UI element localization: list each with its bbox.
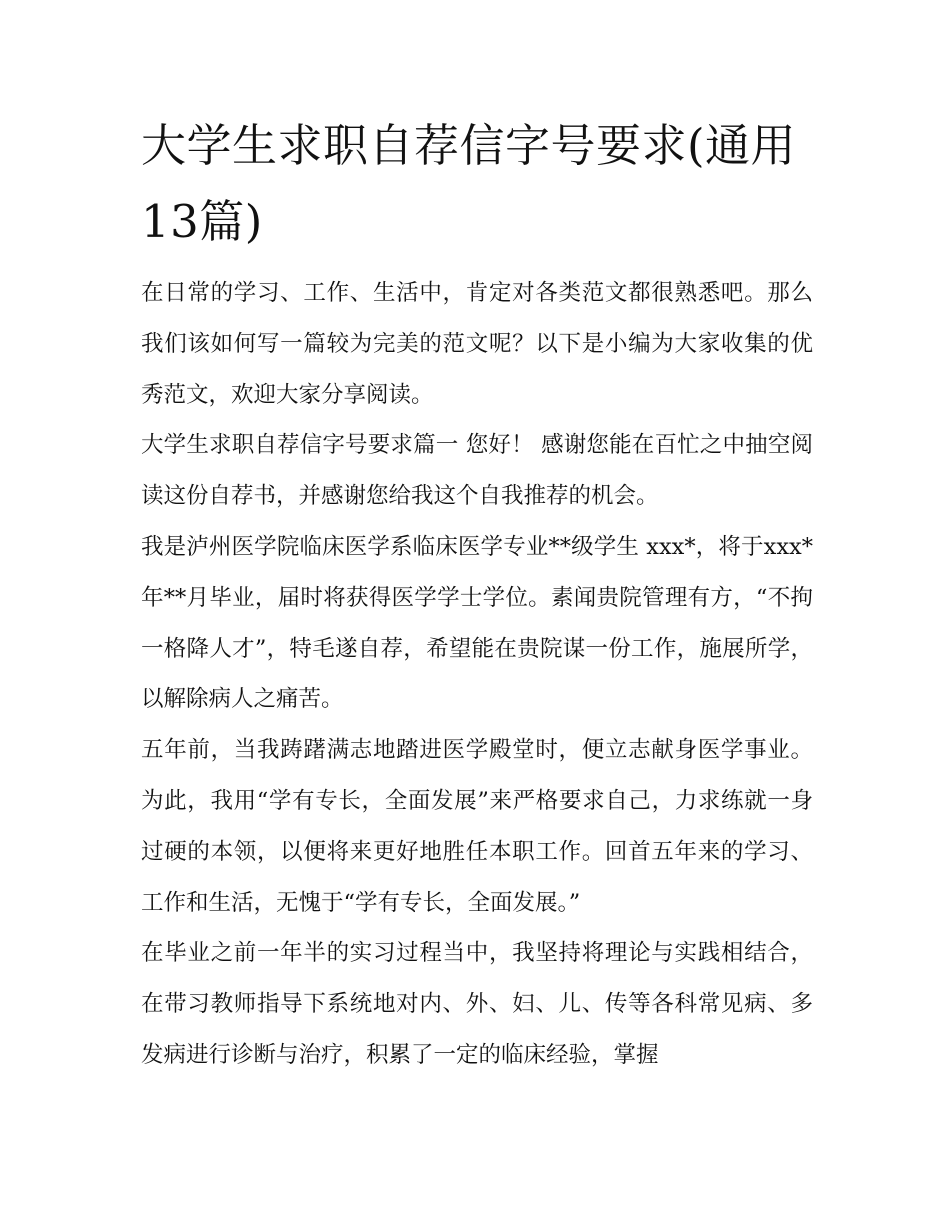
paragraph-intro: 在日常的学习、工作、生活中，肯定对各类范文都很熟悉吧。那么我们该如何写一篇较为完美的范文呢？以下是小编为大家收集的优秀范文，欢迎大家分享阅读。 [141, 280, 813, 408]
title-block [141, 108, 813, 260]
paragraph-self-introduction: 我是泸州医学院临床医学系临床医学专业**级学生 xxx*，将于xxx*年**月毕业，届时将获得医学学士学位。素闻贵院管理有方，“不拘一格降人才”，特毛遂自荐，希望能在贵院谋一份工作，施展所学，以解除病人之痛苦。 [141, 533, 813, 713]
document-title: 大学生求职自荐信字号要求(通用13篇) [141, 119, 797, 248]
paragraph-greeting: 大学生求职自荐信字号要求篇一 您好！ 感谢您能在百忙之中抽空阅读这份自荐书，并感谢您给我这个自我推荐的机会。 [141, 432, 813, 510]
document-body [141, 108, 813, 1081]
paragraph-internship: 在毕业之前一年半的实习过程当中，我坚持将理论与实践相结合，在带习教师指导下系统地对内、外、妇、儿、传等各科常见病、多发病进行诊断与治疗，积累了一定的临床经验，掌握 [141, 940, 813, 1068]
paragraph-study-history: 五年前，当我踌躇满志地踏进医学殿堂时，便立志献身医学事业。为此，我用“学有专长，全面发展”来严格要求自己，力求练就一身过硬的本领，以便将来更好地胜任本职工作。回首五年来的学习、工作和生活，无愧于“学有专长，全面发展。” [141, 737, 813, 916]
